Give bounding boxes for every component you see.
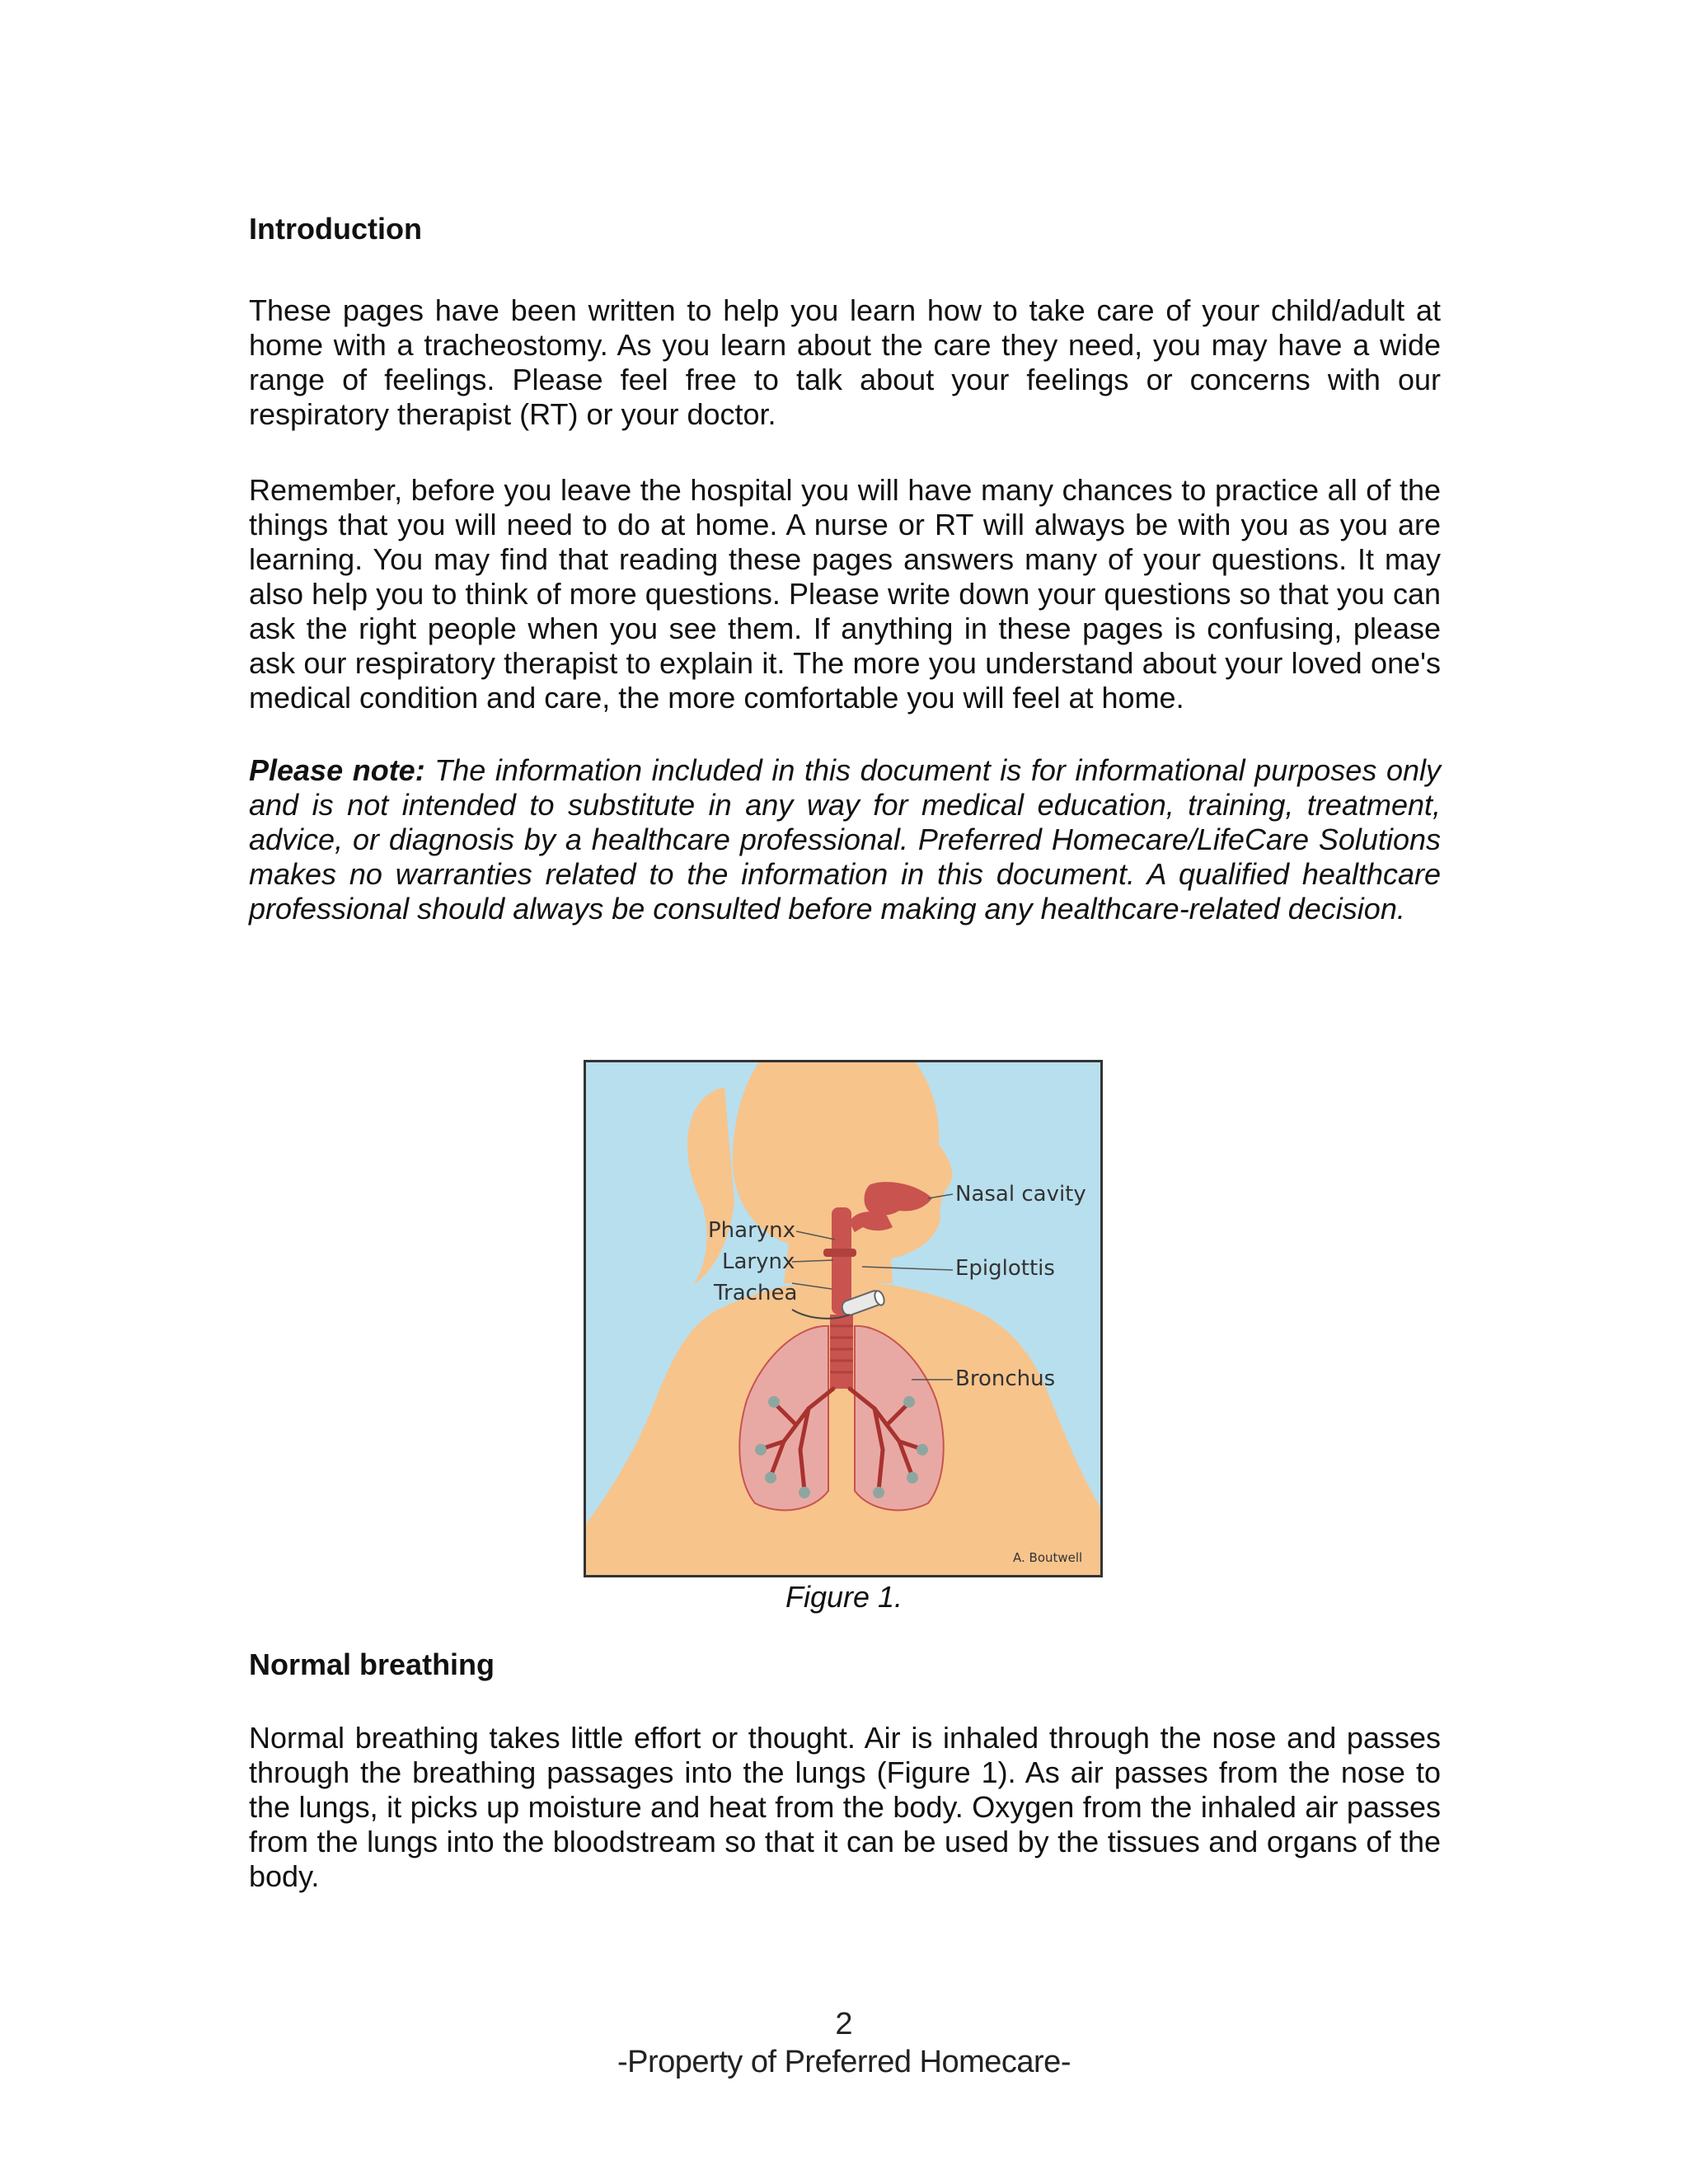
- label-trachea: Trachea: [714, 1281, 798, 1305]
- disclaimer-note: [249, 753, 1441, 926]
- normal-breathing-heading: Normal breathing: [249, 1647, 495, 1681]
- anatomy-illustration: [586, 1062, 1100, 1575]
- introduction-heading: Introduction: [249, 212, 422, 246]
- label-epiglottis: Epiglottis: [955, 1256, 1055, 1281]
- intro-paragraph-1: These pages have been written to help you learn how to take care of your child/adult at home with a tracheostomy. As you learn about the care they need, you may have a wide range of feelings. Please feel free to talk about your feelings or concerns with our respiratory therapist (RT) or your doctor.: [249, 293, 1441, 431]
- label-pharynx: Pharynx: [708, 1218, 796, 1243]
- normal-breathing-paragraph: Normal breathing takes little effort or thought. Air is inhaled through the nose and passes through the breathing passages into the lungs (Figure 1). As air passes from the nose to the lungs, it picks up moisture and heat from the body. Oxygen from the inhaled air passes from the lungs into the bloodstream so that it can be used by the tissues and organs of the body.: [249, 1721, 1441, 1893]
- figure-caption: Figure 1.: [785, 1580, 903, 1614]
- label-larynx: Larynx: [722, 1249, 795, 1274]
- respiratory-anatomy-figure: [584, 1060, 1103, 1577]
- intro-paragraph-2: Remember, before you leave the hospital you will have many chances to practice all of the things that you will need to do at home. A nurse or RT will always be with you as you are learning. You may find that reading these pages answers many of your questions. It may also help you to think of more questions. Please write down your questions so that you can ask the right people when you see them. If anything in these pages is confusing, please ask our respiratory therapist to explain it. The more you understand about your loved one's medical condition and care, the more comfortable you will feel at home.: [249, 473, 1441, 715]
- page-number: 2: [835, 2007, 853, 2041]
- label-bronchus: Bronchus: [955, 1366, 1056, 1391]
- note-label: Please note:: [249, 753, 425, 787]
- label-nasal-cavity: Nasal cavity: [955, 1182, 1086, 1207]
- artist-signature: A. Boutwell: [1013, 1550, 1083, 1565]
- footer-property-text: -Property of Preferred Homecare-: [617, 2045, 1071, 2079]
- note-text: The information included in this document is for informational purposes only and is not intended to substitute in any way for medical education, training, treatment, advice, or diagnosis by a healthcare professional. Preferred Homecare/LifeCare Solutions makes no warranties related to the information in this document. A qualified healthcare professional should always be consulted before making any healthcare-related decision.: [249, 753, 1441, 926]
